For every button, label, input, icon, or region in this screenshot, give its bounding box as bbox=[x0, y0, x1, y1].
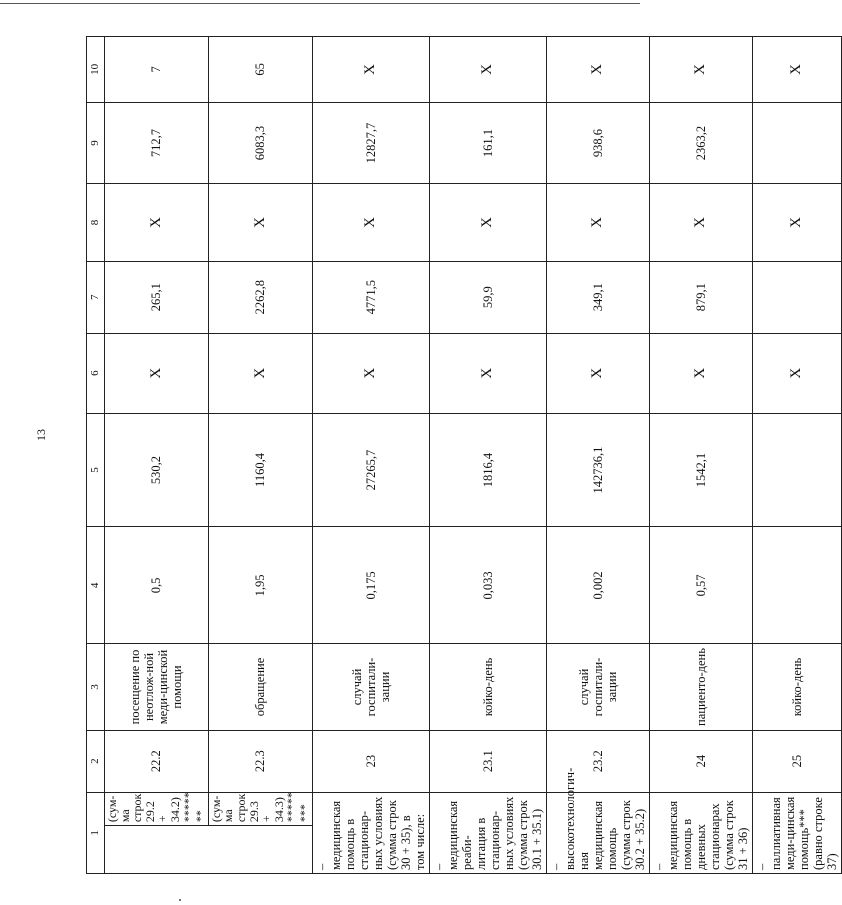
row-code: 22.3 bbox=[208, 730, 312, 792]
row-label: – медицинская помощь в дневных стационарах (сумма строк 31 + 36) bbox=[649, 792, 752, 873]
cell: 265,1 bbox=[105, 261, 209, 333]
table-row bbox=[105, 37, 209, 874]
unit: койко-день bbox=[752, 644, 841, 730]
cell: 27265,7 bbox=[312, 413, 429, 527]
row-label bbox=[105, 826, 209, 874]
cell: 2262,8 bbox=[208, 261, 312, 333]
cell: 1816,4 bbox=[429, 413, 546, 527]
column-number: 3 bbox=[87, 644, 105, 730]
column-number: 1 bbox=[87, 792, 105, 873]
cell: X bbox=[649, 184, 752, 262]
top-rule bbox=[0, 3, 640, 4]
cell bbox=[752, 413, 841, 527]
table-row bbox=[429, 37, 546, 874]
cell: 530,2 bbox=[105, 413, 209, 527]
cell: X bbox=[752, 37, 841, 103]
cell: X bbox=[105, 184, 209, 262]
cell: 712,7 bbox=[105, 102, 209, 183]
row-code: 23.1 bbox=[429, 730, 546, 792]
cell: X bbox=[546, 184, 649, 262]
data-table bbox=[86, 36, 842, 874]
table-row bbox=[312, 37, 429, 874]
cell: 0,57 bbox=[649, 527, 752, 644]
unit: обращение bbox=[208, 644, 312, 730]
column-number: 7 bbox=[87, 261, 105, 333]
cell: 142736,1 bbox=[546, 413, 649, 527]
cell: X bbox=[429, 37, 546, 103]
cell: 938,6 bbox=[546, 102, 649, 183]
table-row bbox=[752, 37, 841, 874]
cell: X bbox=[312, 333, 429, 413]
column-number: 5 bbox=[87, 413, 105, 527]
row-code: 23 bbox=[312, 730, 429, 792]
row-label: – высокотехнологич-ная медицинская помощь (сумма строк 30.2 + 35.2) bbox=[546, 792, 649, 873]
row-code: 24 bbox=[649, 730, 752, 792]
cell: X bbox=[429, 184, 546, 262]
cell: 0,002 bbox=[546, 527, 649, 644]
cell: 1160,4 bbox=[208, 413, 312, 527]
cell: 0,5 bbox=[105, 527, 209, 644]
column-number: 4 bbox=[87, 527, 105, 644]
sub-label: (сум- ма строк 29.3 + 34.3) ***** *** bbox=[208, 792, 312, 825]
unit: койко-день bbox=[429, 644, 546, 730]
cell bbox=[752, 527, 841, 644]
column-number: 10 bbox=[87, 37, 105, 103]
cell: 12827,7 bbox=[312, 102, 429, 183]
cell: X bbox=[546, 333, 649, 413]
cell: X bbox=[208, 184, 312, 262]
sub-label: (сум- ма строк 29.2 + 34.2) ***** ** bbox=[105, 792, 209, 825]
rotated-table-container bbox=[86, 36, 839, 874]
cell: X bbox=[429, 333, 546, 413]
cell: 2363,2 bbox=[649, 102, 752, 183]
cell: X bbox=[649, 37, 752, 103]
unit: случай госпитали-зации bbox=[546, 644, 649, 730]
cell: 7 bbox=[105, 37, 209, 103]
cell: X bbox=[105, 333, 209, 413]
cell: X bbox=[208, 333, 312, 413]
row-code: 25 bbox=[752, 730, 841, 792]
cell: X bbox=[312, 184, 429, 262]
cell: 59,9 bbox=[429, 261, 546, 333]
row-label: – паллиативная меди-цинская помощь*** (равно строке 37) bbox=[752, 792, 841, 873]
cell: 349,1 bbox=[546, 261, 649, 333]
cell bbox=[752, 102, 841, 183]
cell: 879,1 bbox=[649, 261, 752, 333]
table-row bbox=[546, 37, 649, 874]
cell: 65 bbox=[208, 37, 312, 103]
row-code: 22.2 bbox=[105, 730, 209, 792]
cell: 1,95 bbox=[208, 527, 312, 644]
column-number: 9 bbox=[87, 102, 105, 183]
cell: X bbox=[752, 184, 841, 262]
column-number: 2 bbox=[87, 730, 105, 792]
cell: X bbox=[312, 37, 429, 103]
row-label: – медицинская помощь в стационар-ных условиях (сумма строк 30 + 35), в том числе: bbox=[312, 792, 429, 873]
scan-speck bbox=[179, 899, 181, 901]
row-code: 23.2 bbox=[546, 730, 649, 792]
cell: 161,1 bbox=[429, 102, 546, 183]
cell: 1542,1 bbox=[649, 413, 752, 527]
cell: X bbox=[649, 333, 752, 413]
table-row bbox=[649, 37, 752, 874]
table-row bbox=[208, 37, 312, 874]
column-number: 6 bbox=[87, 333, 105, 413]
unit: пациенто-день bbox=[649, 644, 752, 730]
cell: X bbox=[752, 333, 841, 413]
column-number: 8 bbox=[87, 184, 105, 262]
page-number: 13 bbox=[34, 429, 48, 441]
cell: X bbox=[546, 37, 649, 103]
cell bbox=[752, 261, 841, 333]
unit: случай госпитали-зации bbox=[312, 644, 429, 730]
cell: 4771,5 bbox=[312, 261, 429, 333]
cell: 0,033 bbox=[429, 527, 546, 644]
row-label: – медицинская реаби-литация в стационар-ных условиях (сумма строк 30.1 + 35.1) bbox=[429, 792, 546, 873]
cell: 6083,3 bbox=[208, 102, 312, 183]
column-number-row bbox=[87, 37, 105, 874]
unit: посещение по неотлож-ной меди-цинской помощи bbox=[105, 644, 209, 730]
row-label bbox=[208, 826, 312, 874]
cell: 0,175 bbox=[312, 527, 429, 644]
